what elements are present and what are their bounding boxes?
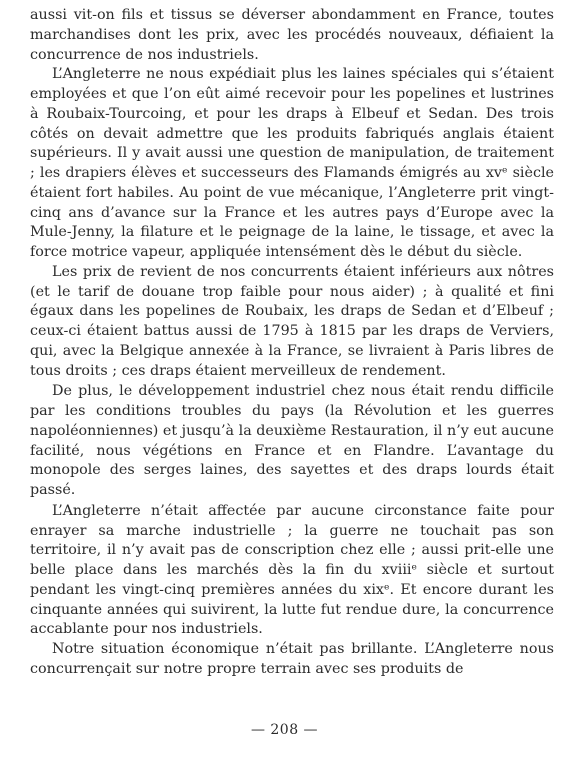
page-number: — 208 — [250, 722, 319, 738]
paragraph-4: De plus, le développement industriel chez nous était rendu difficile par les conditions troubles du pays (la Révolution et les guerres napoléonniennes) et jusqu’à la deuxième Restauration, il n’y eut aucune facilité, nous végétions en France et en Flandre. L’avantage du monopole des serges laines, des sayettes et des draps lourds était passé. [30, 383, 554, 498]
body-text [30, 6, 554, 680]
paragraph-1: aussi vit-on fils et tissus se déverser abondamment en France, toutes marchandises dont les prix, avec les procédés nouveaux, défiaient la concurrence de nos industriels. [30, 7, 554, 63]
paragraph-5: L’Angleterre n’était affectée par aucune circonstance faite pour enrayer sa marche industrielle ; la guerre ne touchait pas son territoire, il n’y avait pas de conscription chez elle ; aussi prit-elle une belle place dans les marchés dès la fin du xviiiᵉ siècle et surtout pendant les vingt-cinq premières années du xixᵉ. Et encore durant les cinquante années qui suivirent, la lutte fut rendue dure, la concurrence accablante pour nos industriels. [30, 502, 554, 638]
paragraph-3: Les prix de revient de nos concurrents étaient inférieurs aux nôtres (et le tarif de douane trop faible pour nous aider) ; à qualité et fini égaux dans les popelines de Roubaix, les draps de Sedan et d’Elbeuf ; ceux-ci étaient battus aussi de 1795 à 1815 par les draps de Verviers, qui, avec la Belgique annexée à la France, se livraient à Paris libres de tous droits ; ces draps étaient merveilleux de rendement. [30, 263, 554, 379]
page-body [30, 6, 554, 680]
paragraph-6: Notre situation économique n’était pas brillante. L’Angleterre nous concurrençait sur notre propre terrain avec ses produits de [30, 641, 554, 677]
paragraph-2: L’Angleterre ne nous expédiait plus les laines spéciales qui s’étaient employées et que l’on eût aimé recevoir pour les popelines et lustrines à Roubaix-Tourcoing, et pour les draps à Elbeuf et Sedan. Des trois côtés on devait admettre que les produits fabriqués anglais étaient supérieurs. Il y avait aussi une question de manipulation, de traitement ; les drapiers élèves et successeurs des Flamands émigrés au xvᵉ siècle étaient fort habiles. Au point de vue mécanique, l’Angleterre prit vingt-cinq ans d’avance sur la France et les autres pays d’Europe avec la Mule-Jenny, la filature et le peignage de la laine, le tissage, et avec la force motrice vapeur, appliquée intensément dès le début du siècle. [30, 66, 554, 260]
